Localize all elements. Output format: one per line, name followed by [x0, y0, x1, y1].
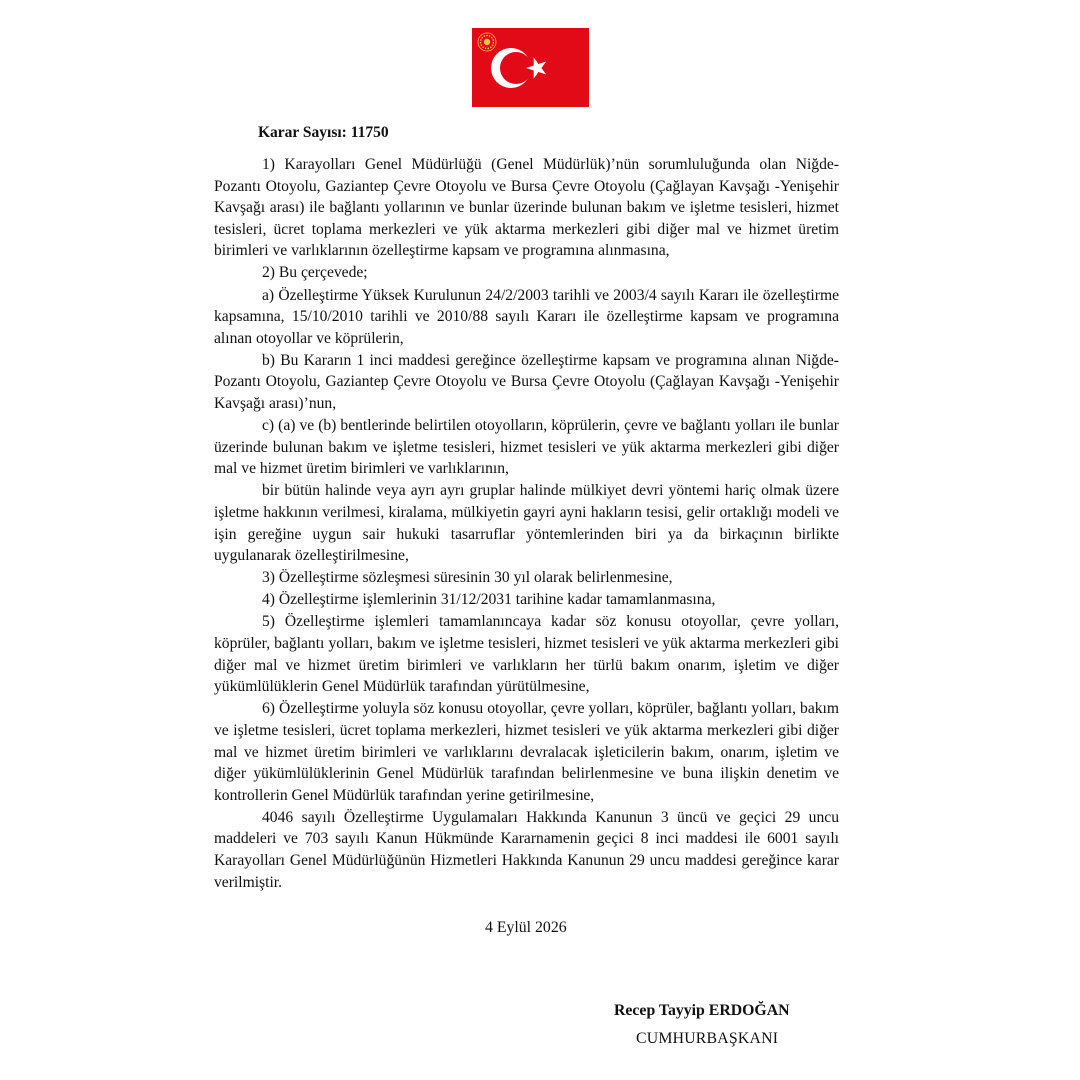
signer-title: CUMHURBAŞKANI: [636, 1030, 779, 1047]
paragraph-2: 2) Bu çerçevede;: [262, 264, 368, 282]
paragraph-2b: b) Bu Kararın 1 inci maddesi gereğince özelleştirme kapsam ve programına alınan Niğde-Pozantı Otoyolu, Gaziantep Çevre Otoyolu ve Bursa Çevre Otoyolu (Çağlayan Kavşağı -Yenişehir Kavşağı arası)’nun,: [214, 351, 839, 413]
paragraph-3: 3) Özelleştirme sözleşmesi süresinin 30 yıl olarak belirlenmesine,: [262, 569, 673, 587]
paragraph-2a: a) Özelleştirme Yüksek Kurulunun 24/2/2003 tarihli ve 2003/4 sayılı Kararı ile özelleştirme kapsamına, 15/10/2010 tarihli ve 2010/88 sayılı Kararı ile özelleştirme kapsam ve programına alınan otoyollar ve köprülerin,: [214, 286, 839, 347]
paragraph-4: 4) Özelleştirme işlemlerinin 31/12/2031 tarihine kadar tamamlanmasına,: [262, 591, 716, 609]
turkish-flag-icon: [472, 28, 589, 107]
signer-name: Recep Tayyip ERDOĞAN: [614, 1002, 790, 1019]
paragraph-5: 5) Özelleştirme işlemleri tamamlanıncaya kadar söz konusu otoyollar, çevre yolları, köprüler, bağlantı yolları, bakım ve işletme tesisleri, hizmet tesisleri ve yük aktarma merkezleri gibi diğer mal ve hizmet üretim birimleri ve varlıkların her türlü bakım onarım, işletim ve diğer yükümlülüklerin Genel Müdürlük tarafından yürütülmesine,: [214, 613, 839, 696]
legal-basis-paragraph: 4046 sayılı Özelleştirme Uygulamaları Hakkında Kanunun 3 üncü ve geçici 29 uncu maddeleri ve 703 sayılı Kanun Hükmünde Kararnamenin geçici 8 inci maddesi ile 6001 sayılı Karayolları Genel Müdürlüğünün Hizmetleri Hakkında Kanunun 29 uncu maddesi gereğince karar verilmiştir.: [214, 808, 839, 891]
paragraph-6: 6) Özelleştirme yoluyla söz konusu otoyollar, çevre yolları, köprüler, bağlantı yolları, bakım ve işletme tesisleri, ücret toplama merkezleri, hizmet tesisleri ve yük aktarma merkezleri gibi diğer mal ve hizmet üretim birimleri ve varlıklarını devralacak işleticilerin bakım, onarım, işletim ve diğer yükümlülüklerinin Genel Müdürlük tarafından belirlenmesine ve buna ilişkin denetim ve kontrollerin Genel Müdürlük tarafından yerine getirilmesine,: [214, 700, 839, 804]
paragraph-2-continuation: bir bütün halinde veya ayrı ayrı gruplar halinde mülkiyet devri yöntemi hariç olmak üzere işletme hakkının verilmesi, kiralama, mülkiyetin gayri ayni hakların tesisi, gelir ortaklığı modeli ve işin gereğine uygun sair hukuki tasarruflar yöntemlerinden biri ya da birkaçının birlikte uygulanarak özelleştirilmesine,: [214, 482, 839, 565]
decision-date: 4 Eylül 2026: [485, 919, 567, 936]
decision-number: Karar Sayısı: 11750: [258, 124, 389, 141]
paragraph-1: 1) Karayolları Genel Müdürlüğü (Genel Müdürlük)’nün sorumluluğunda olan Niğde-Pozantı Otoyolu, Gaziantep Çevre Otoyolu ve Bursa Çevre Otoyolu (Çağlayan Kavşağı -Yenişehir Kavşağı arası) ile bağlantı yollarının ve bunlar üzerinde bulunan bakım ve işletme tesisleri, hizmet tesisleri, ücret toplama merkezleri ve yük aktarma merkezleri gibi diğer mal ve hizmet üretim birimleri ve varlıklarının özelleştirme kapsam ve programına alınmasına,: [214, 156, 839, 260]
decision-body: [214, 154, 839, 893]
paragraph-2c: c) (a) ve (b) bentlerinde belirtilen otoyolların, köprülerin, çevre ve bağlantı yolları ile bunlar üzerinde bulunan bakım ve işletme tesisleri, hizmet tesisleri ve yük aktarma merkezleri gibi diğer mal ve hizmet üretim birimleri ve varlıklarının,: [214, 417, 839, 478]
turkish-flag-emblem: [472, 28, 589, 107]
